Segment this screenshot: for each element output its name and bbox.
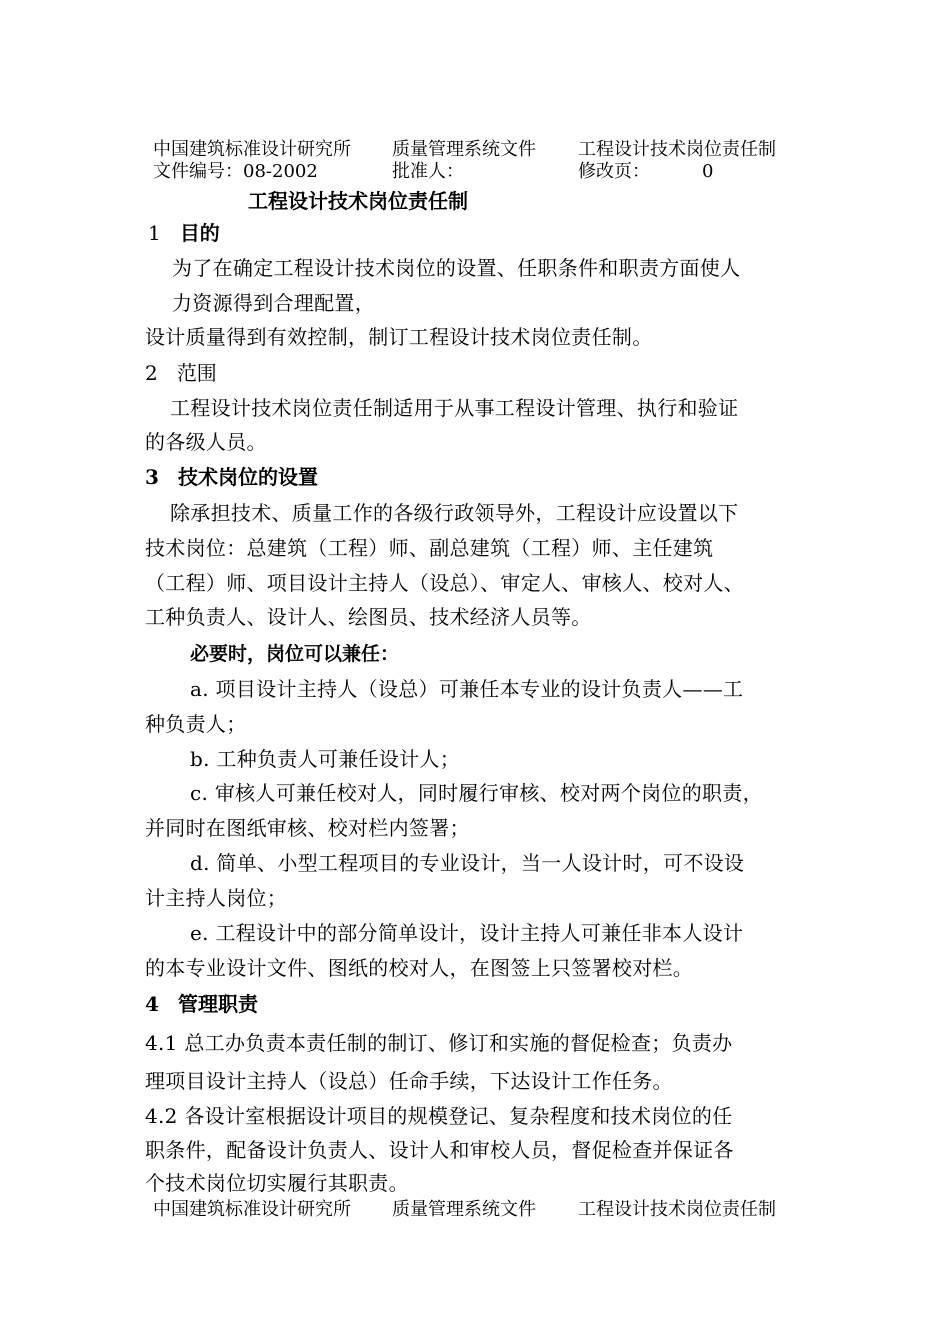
section-2-line-2: 的各级人员。 — [145, 430, 267, 454]
section-4-2-line-3: 个技术岗位切实履行其职责。 — [145, 1171, 409, 1195]
footer-system: 质量管理系统文件 — [392, 1199, 536, 1220]
header-org: 中国建筑标准设计研究所 — [153, 139, 351, 160]
header-system: 质量管理系统文件 — [392, 139, 536, 160]
concurrent-posts-heading: 必要时，岗位可以兼任： — [190, 643, 400, 665]
section-3-line-3: （工程）师、项目设计主持人（设总）、审定人、审核人、校对人、 — [145, 571, 744, 595]
file-number — [153, 161, 318, 183]
section-1-heading — [148, 217, 220, 246]
section-4-2-line-1: 4.2 各设计室根据设计项目的规模登记、复杂程度和技术岗位的任 — [145, 1104, 733, 1128]
revision-label: 修改页： — [578, 161, 650, 182]
item-a-line-1: a. 项目设计主持人（设总）可兼任本专业的设计负责人——工 — [190, 677, 744, 701]
file-number-label: 文件编号： — [153, 161, 243, 182]
revision-value: 0 — [702, 161, 714, 182]
item-e-line-1: e. 工程设计中的部分简单设计，设计主持人可兼任非本人设计 — [190, 921, 744, 945]
section-2-number: 2 — [145, 361, 158, 385]
file-number-value: 08-2002 — [243, 161, 318, 182]
section-2-title: 范围 — [176, 361, 217, 385]
section-1-line-3: 设计质量得到有效控制，制订工程设计技术岗位责任制。 — [145, 325, 653, 349]
section-4-1-line-1: 4.1 总工办负责本责任制的制订、修订和实施的督促检查；负责办 — [145, 1031, 733, 1055]
section-3-number: 3 — [145, 465, 159, 489]
item-d-line-1: d. 简单、小型工程项目的专业设计，当一人设计时，可不设设 — [190, 851, 745, 875]
footer-doc-name: 工程设计技术岗位责任制 — [578, 1199, 776, 1220]
section-4-title: 管理职责 — [178, 992, 258, 1016]
page-title: 工程设计技术岗位责任制 — [248, 189, 468, 213]
section-3-line-4: 工种负责人、设计人、绘图员、技术经济人员等。 — [145, 605, 592, 629]
section-3-line-2: 技术岗位：总建筑（工程）师、副总建筑（工程）师、主任建筑 — [145, 536, 714, 560]
approver-label: 批准人： — [392, 161, 464, 182]
header-doc-name: 工程设计技术岗位责任制 — [578, 139, 776, 160]
section-2-heading — [145, 357, 217, 386]
section-4-2-line-2: 职条件，配备设计负责人、设计人和审校人员，督促检查并保证各 — [145, 1138, 734, 1162]
section-1-line-2: 力资源得到合理配置， — [172, 291, 375, 315]
section-1-number: 1 — [148, 221, 161, 245]
section-4-number: 4 — [145, 992, 159, 1016]
item-c-line-2: 并同时在图纸审核、校对栏内签署； — [145, 816, 470, 840]
section-2-line-1: 工程设计技术岗位责任制适用于从事工程设计管理、执行和验证 — [170, 396, 739, 420]
section-3-title: 技术岗位的设置 — [178, 465, 318, 489]
item-a-line-2: 种负责人； — [145, 712, 247, 736]
item-b-line-1: b. 工种负责人可兼任设计人； — [190, 747, 461, 771]
section-3-line-1: 除承担技术、质量工作的各级行政领导外，工程设计应设置以下 — [170, 501, 739, 525]
section-3-heading — [145, 461, 318, 490]
section-4-1-line-2: 理项目设计主持人（设总）任命手续，下达设计工作任务。 — [145, 1069, 673, 1093]
footer-org: 中国建筑标准设计研究所 — [153, 1199, 351, 1220]
item-c-line-1: c. 审核人可兼任校对人，同时履行审核、校对两个岗位的职责， — [190, 781, 763, 805]
section-1-line-1: 为了在确定工程设计技术岗位的设置、任职条件和职责方面使人 — [172, 256, 741, 280]
item-e-line-2: 的本专业设计文件、图纸的校对人，在图签上只签署校对栏。 — [145, 956, 694, 980]
item-d-line-2: 计主持人岗位； — [145, 886, 288, 910]
section-1-title: 目的 — [179, 221, 220, 245]
section-4-heading — [145, 988, 258, 1017]
